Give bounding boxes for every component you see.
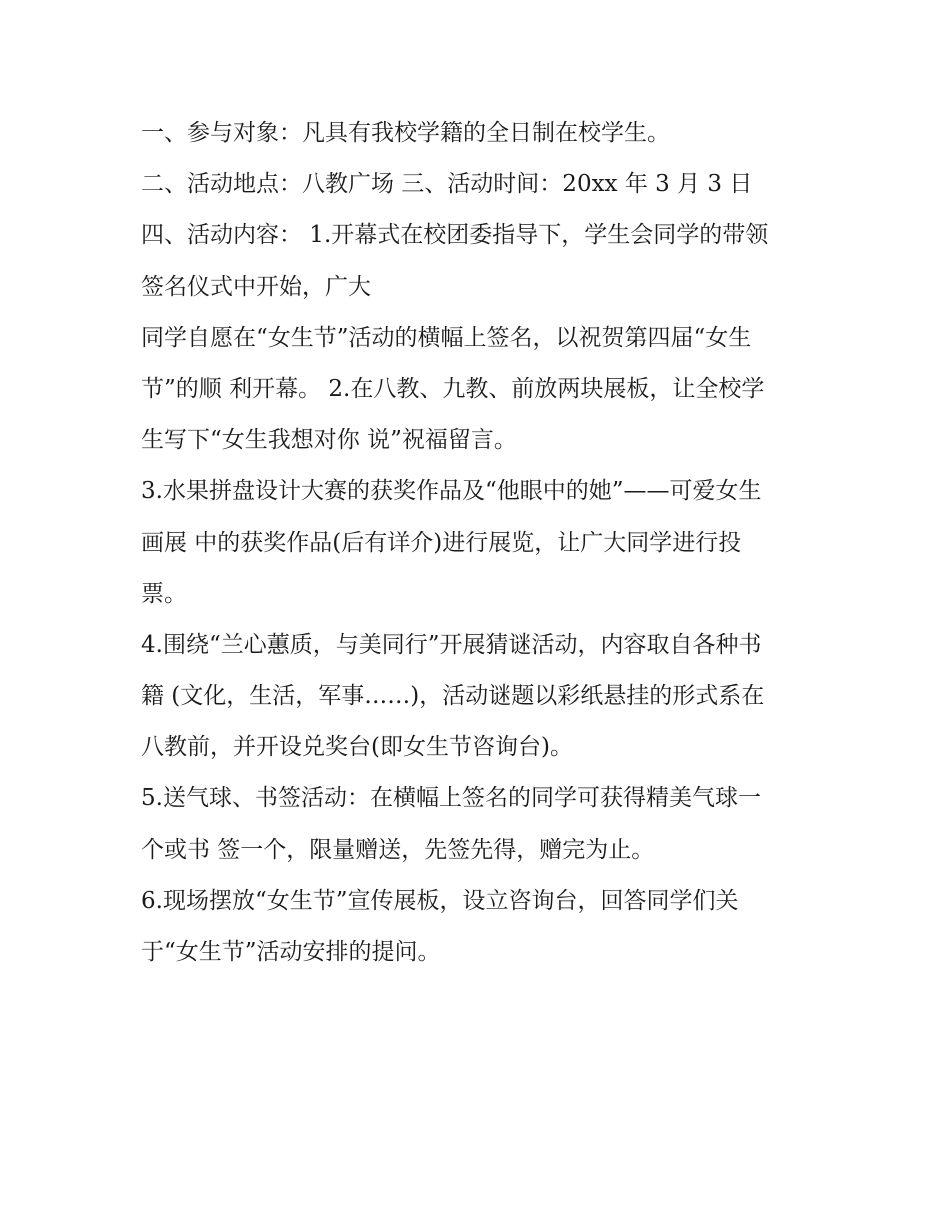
- text-line: 签名仪式中开始，广大: [141, 273, 371, 300]
- text-line: 3.水果拼盘设计大赛的获奖作品及“他眼中的她”——可爱女生: [141, 478, 762, 505]
- text-line: 八教前，并开设兑奖台(即女生节咨询台)。: [141, 734, 573, 761]
- text-line: 生写下“女生我想对你 说”祝福留言。: [141, 427, 517, 454]
- text-line: 个或书 签一个，限量赠送，先签先得，赠完为止。: [141, 836, 655, 863]
- text-line: 票。: [141, 580, 187, 607]
- text-line: 节”的顺 利开幕。 2.在八教、九教、前放两块展板，让全校学: [141, 375, 765, 402]
- text-line: 于“女生节”活动安排的提问。: [141, 939, 441, 965]
- text-line: 一、参与对象：凡具有我校学籍的全日制在校学生。: [141, 120, 670, 146]
- document-body: [141, 108, 821, 978]
- text-line: 6.现场摆放“女生节”宣传展板，设立咨询台，回答同学们关: [141, 887, 739, 914]
- text-line: 4.围绕“兰心蕙质，与美同行”开展猜谜活动，内容取自各种书: [141, 631, 762, 658]
- text-line: 四、活动内容： 1.开幕式在校团委指导下，学生会同学的带领: [141, 222, 769, 249]
- text-line: 同学自愿在“女生节”活动的横幅上签名，以祝贺第四届“女生: [141, 324, 752, 351]
- text-line: 二、活动地点：八教广场 三、活动时间：20xx 年 3 月 3 日: [141, 171, 753, 198]
- text-line: 籍 (文化，生活，军事……)，活动谜题以彩纸悬挂的形式系在: [141, 683, 765, 710]
- text-line: 画展 中的获奖作品(后有详介)进行展览，让广大同学进行投: [141, 529, 742, 556]
- text-line: 5.送气球、书签活动：在横幅上签名的同学可获得精美气球一: [141, 785, 761, 812]
